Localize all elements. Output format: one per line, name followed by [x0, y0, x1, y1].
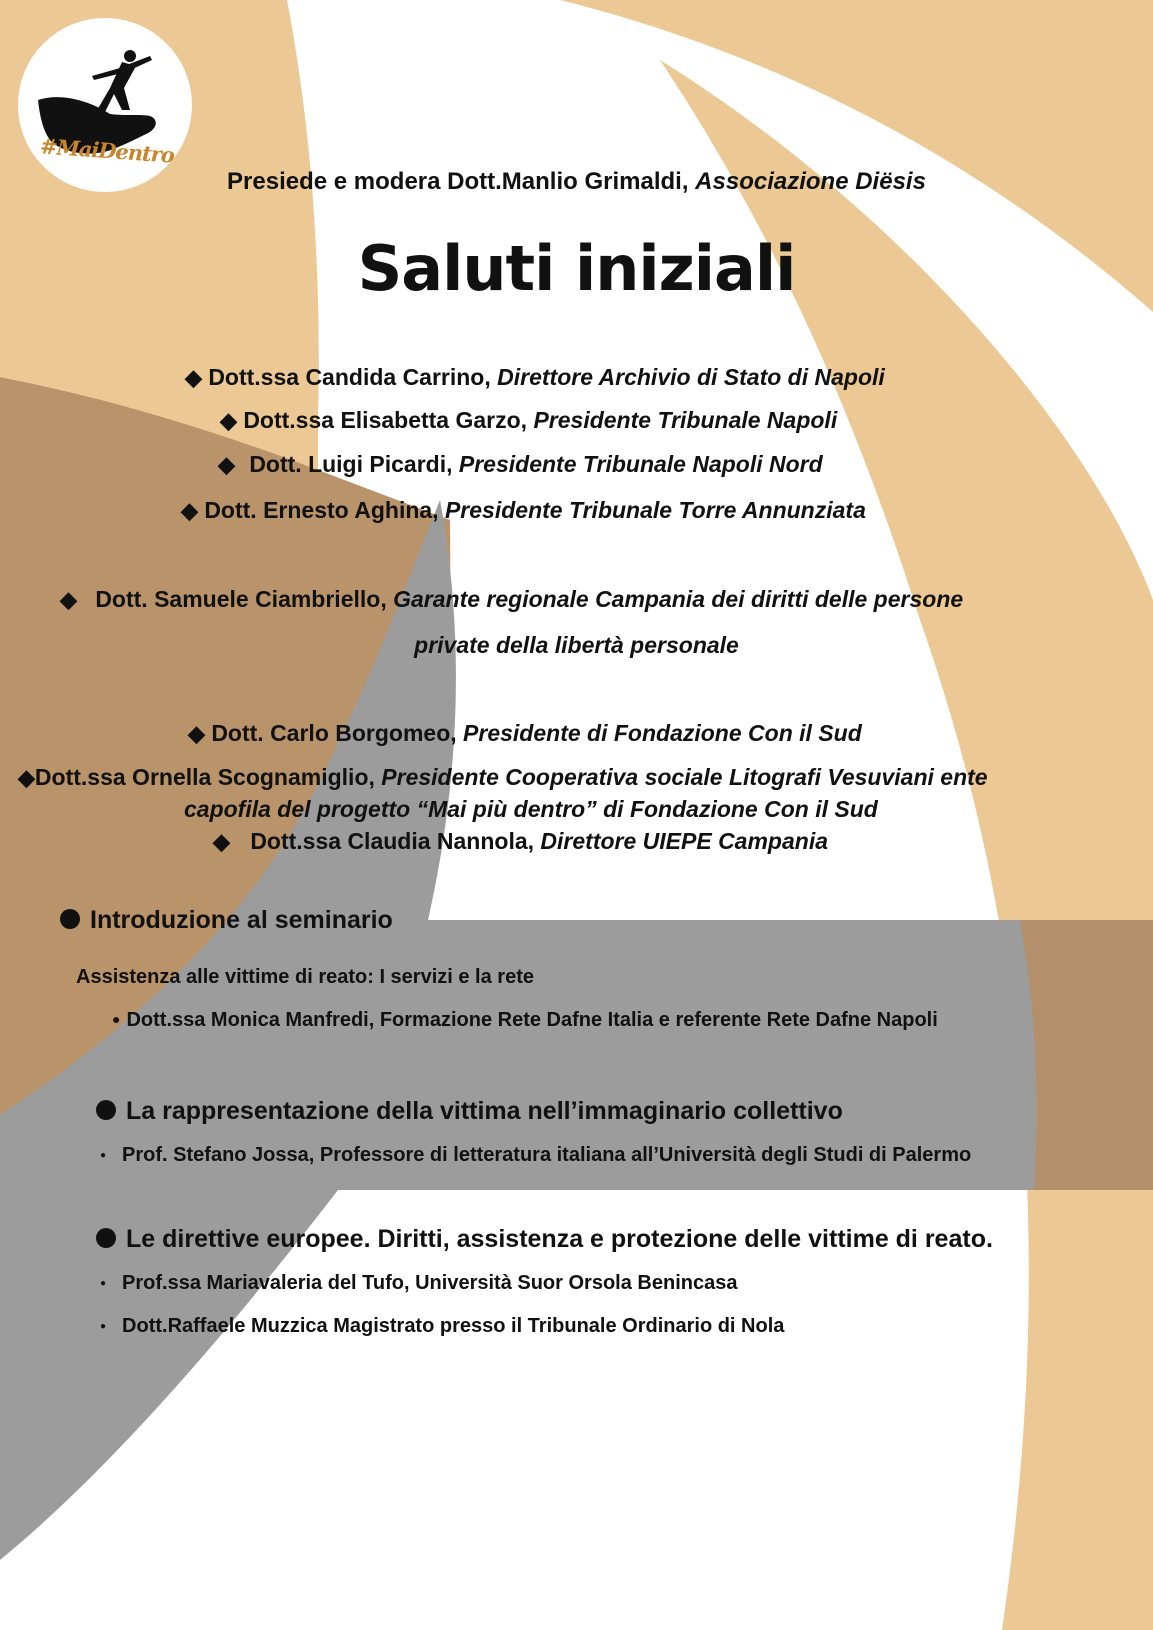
- greeting-item: [60, 586, 963, 613]
- greeting-role: Garante regionale Campania dei diritti delle persone: [393, 586, 964, 612]
- greeting-name: Dott.ssa Elisabetta Garzo,: [243, 407, 534, 433]
- moderator-label: Presiede e modera Dott.Manlio Grimaldi,: [227, 168, 696, 195]
- greeting-name: Dott.ssa Candida Carrino,: [208, 364, 498, 390]
- greeting-role-continued: [0, 632, 1153, 659]
- speaker-text: Prof. Stefano Jossa, Professore di letteratura italiana all’Università degli Studi di Palermo: [122, 1144, 972, 1166]
- dot-bullet-icon: [60, 909, 80, 929]
- logo-text: #MaiDentro: [39, 133, 175, 168]
- greeting-role: Presidente Tribunale Torre Annunziata: [444, 497, 866, 523]
- section-heading: [96, 1097, 843, 1126]
- greeting-role: Direttore UIEPE Campania: [540, 828, 829, 854]
- brown-gray-overlay: [1020, 920, 1153, 1190]
- greeting-name: Dott. Carlo Borgomeo,: [211, 720, 464, 746]
- diamond-bullet-icon: ◆: [213, 829, 230, 854]
- section-heading-text: Le direttive europee. Diritti, assistenza e protezione delle vittime di reato.: [126, 1225, 993, 1253]
- greeting-item: [18, 764, 988, 791]
- diamond-bullet-icon: ◆: [218, 452, 235, 477]
- greeting-role: Presidente Tribunale Napoli Nord: [458, 451, 823, 477]
- greeting-item: [220, 407, 837, 434]
- diamond-bullet-icon: ◆: [181, 498, 198, 523]
- greeting-role-continued: [184, 796, 878, 823]
- section-heading-text: Introduzione al seminario: [90, 906, 393, 934]
- page-title: Saluti iniziali: [357, 232, 796, 305]
- section-heading-text: La rappresentazione della vittima nell’immaginario collettivo: [126, 1097, 843, 1125]
- greeting-role: Presidente Tribunale Napoli: [533, 407, 838, 433]
- speaker-text: Dott.ssa Monica Manfredi, Formazione Rete Dafne Italia e referente Rete Dafne Napoli: [126, 1009, 938, 1031]
- moderator-line: [0, 168, 1153, 196]
- greeting-role: Presidente Cooperativa sociale Litografi Vesuviani ente: [381, 764, 988, 790]
- dot-bullet-icon: [96, 1228, 116, 1248]
- greeting-role-line2: capofila del progetto “Mai più dentro” di Fondazione Con il Sud: [184, 796, 878, 822]
- greeting-item: [188, 720, 862, 747]
- small-bullet-icon: ●: [100, 1278, 107, 1289]
- greeting-item: [185, 364, 885, 391]
- diamond-bullet-icon: ◆: [60, 587, 77, 612]
- greeting-name: Dott. Ernesto Aghina,: [204, 497, 445, 523]
- greeting-item: [181, 497, 866, 524]
- dot-bullet-icon: [96, 1100, 116, 1120]
- greeting-name: Dott.ssa Claudia Nannola,: [250, 828, 541, 854]
- diamond-bullet-icon: ◆: [188, 721, 205, 746]
- greeting-role-line2: private della libertà personale: [414, 632, 739, 658]
- greeting-item: [213, 828, 828, 855]
- greeting-name: Dott.ssa Ornella Scognamiglio,: [34, 764, 382, 790]
- speaker-item: [100, 1144, 971, 1167]
- small-bullet-icon: ●: [100, 1321, 107, 1332]
- diamond-bullet-icon: ◆: [18, 765, 35, 790]
- diamond-bullet-icon: ◆: [220, 408, 237, 433]
- speaker-text: Prof.ssa Mariavaleria del Tufo, Università Suor Orsola Benincasa: [122, 1272, 738, 1294]
- speaker-text: Dott.Raffaele Muzzica Magistrato presso il Tribunale Ordinario di Nola: [122, 1315, 785, 1337]
- greeting-name: Dott. Luigi Picardi,: [249, 451, 459, 477]
- greeting-name: Dott. Samuele Ciambriello,: [95, 586, 394, 612]
- speaker-item: [100, 1315, 784, 1338]
- logo: [18, 18, 192, 192]
- speaker-item: [112, 1009, 938, 1032]
- section-subheading: Assistenza alle vittime di reato: I servizi e la rete: [76, 966, 534, 988]
- moderator-org: Associazione Diësis: [695, 168, 926, 195]
- small-bullet-icon: ●: [112, 1011, 121, 1027]
- speaker-item: [100, 1272, 737, 1295]
- greeting-role: Direttore Archivio di Stato di Napoli: [497, 364, 885, 390]
- section-heading: [60, 906, 393, 935]
- greeting-item: [218, 451, 823, 478]
- small-bullet-icon: ●: [100, 1150, 107, 1161]
- greeting-role: Presidente di Fondazione Con il Sud: [463, 720, 862, 746]
- diamond-bullet-icon: ◆: [185, 365, 202, 390]
- section-heading: [96, 1225, 993, 1254]
